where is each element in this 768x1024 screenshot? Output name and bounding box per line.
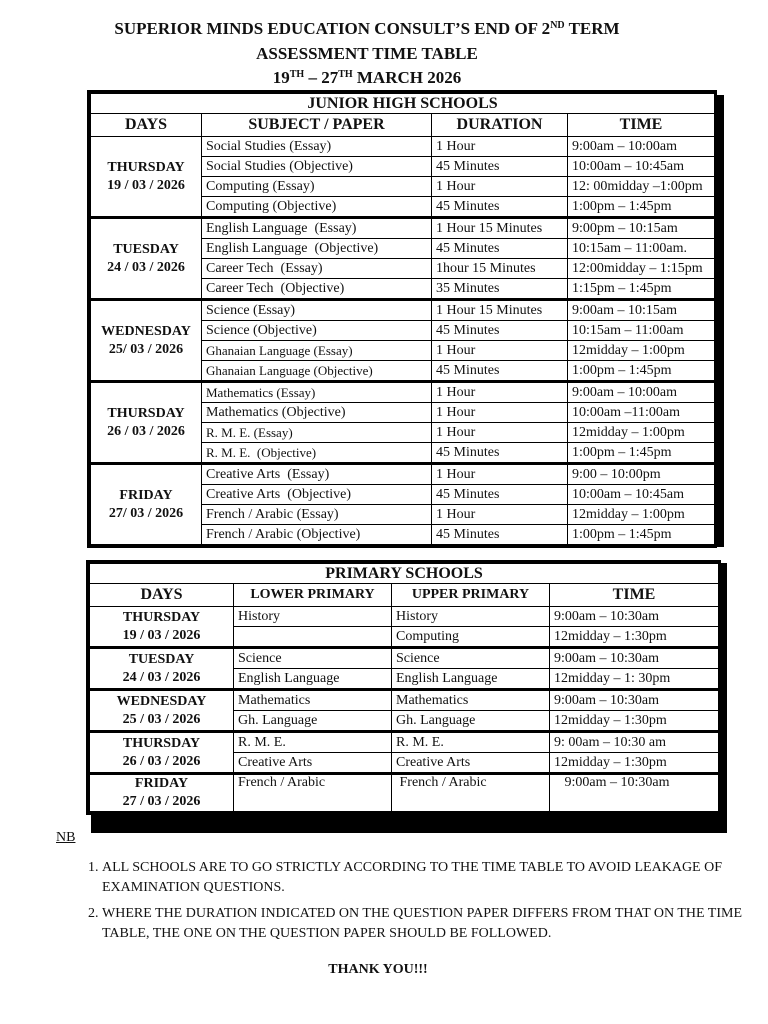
time-cell: 1:00pm – 1:45pm bbox=[568, 197, 715, 218]
time-cell: 12midday – 1:30pm bbox=[550, 627, 719, 648]
table-row bbox=[91, 300, 715, 321]
notes-list bbox=[58, 858, 742, 950]
time-cell: 10:00am –11:00am bbox=[568, 403, 715, 423]
table-row bbox=[90, 690, 719, 711]
time-cell: 9:00am – 10:30am bbox=[550, 774, 719, 812]
duration-cell: 45 Minutes bbox=[432, 485, 568, 505]
column-header: LOWER PRIMARY bbox=[234, 584, 392, 607]
table-row bbox=[90, 648, 719, 669]
column-header: DAYS bbox=[91, 114, 202, 137]
subject-cell: Mathematics (Objective) bbox=[202, 403, 432, 423]
day-cell bbox=[91, 464, 202, 545]
time-cell: 9: 00am – 10:30 am bbox=[550, 732, 719, 753]
upper-primary-cell: French / Arabic bbox=[392, 774, 550, 812]
subject-cell: English Language (Objective) bbox=[202, 239, 432, 259]
upper-primary-cell: History bbox=[392, 607, 550, 627]
day-cell bbox=[91, 300, 202, 382]
column-header: DURATION bbox=[432, 114, 568, 137]
column-header: TIME bbox=[568, 114, 715, 137]
subject-cell: Computing (Essay) bbox=[202, 177, 432, 197]
day-cell bbox=[91, 218, 202, 300]
time-cell: 10:00am – 10:45am bbox=[568, 157, 715, 177]
day-date: 19 / 03 / 2026 bbox=[122, 627, 201, 643]
time-cell: 12midday – 1:30pm bbox=[550, 711, 719, 732]
lower-primary-cell: English Language bbox=[234, 669, 392, 690]
note-item: 2. WHERE THE DURATION INDICATED ON THE QUESTION PAPER DIFFERS FROM THAT ON THE TIME TABLE, THE ONE ON THE QUESTION PAPER SHOULD BE FOLLOWED. bbox=[102, 904, 742, 944]
time-cell: 1:00pm – 1:45pm bbox=[568, 361, 715, 382]
day-date: 25/ 03 / 2026 bbox=[108, 341, 184, 357]
subject-cell: Social Studies (Essay) bbox=[202, 137, 432, 157]
subject-cell: R. M. E. (Objective) bbox=[202, 443, 432, 464]
table-row bbox=[90, 607, 719, 627]
day-name: WEDNESDAY bbox=[116, 693, 207, 709]
day-name: THURSDAY bbox=[122, 609, 201, 625]
table-row bbox=[90, 732, 719, 753]
day-name: WEDNESDAY bbox=[101, 323, 191, 339]
time-cell: 12midday – 1:30pm bbox=[550, 753, 719, 774]
subject-cell: Creative Arts (Essay) bbox=[202, 464, 432, 485]
day-cell bbox=[90, 648, 234, 690]
title-date-range: 19TH – 27TH MARCH 2026 bbox=[272, 68, 462, 87]
lower-primary-cell: French / Arabic bbox=[234, 774, 392, 812]
upper-primary-cell: R. M. E. bbox=[392, 732, 550, 753]
time-cell: 9:00am – 10:00am bbox=[568, 137, 715, 157]
junior-high-timetable bbox=[87, 90, 717, 548]
upper-primary-cell: Mathematics bbox=[392, 690, 550, 711]
primary-timetable bbox=[86, 560, 721, 815]
time-cell: 9:00pm – 10:15am bbox=[568, 218, 715, 239]
subject-cell: Creative Arts (Objective) bbox=[202, 485, 432, 505]
title-line-2: ASSESSMENT TIME TABLE bbox=[256, 44, 478, 63]
day-name: TUESDAY bbox=[128, 651, 195, 667]
day-date: 25 / 03 / 2026 bbox=[122, 711, 201, 727]
lower-primary-cell: Science bbox=[234, 648, 392, 669]
time-cell: 9:00am – 10:30am bbox=[550, 607, 719, 627]
duration-cell: 1 Hour bbox=[432, 403, 568, 423]
time-cell: 10:00am – 10:45am bbox=[568, 485, 715, 505]
primary-section-title: PRIMARY SCHOOLS bbox=[90, 564, 719, 584]
subject-cell: Career Tech (Essay) bbox=[202, 259, 432, 279]
time-cell: 12midday – 1: 30pm bbox=[550, 669, 719, 690]
time-cell: 1:00pm – 1:45pm bbox=[568, 443, 715, 464]
day-name: TUESDAY bbox=[113, 241, 179, 257]
junior-section-title: JUNIOR HIGH SCHOOLS bbox=[91, 94, 715, 114]
upper-primary-cell: Creative Arts bbox=[392, 753, 550, 774]
day-cell bbox=[90, 732, 234, 774]
day-date: 26 / 03 / 2026 bbox=[107, 423, 185, 439]
subject-cell: Mathematics (Essay) bbox=[202, 382, 432, 403]
subject-cell: Science (Essay) bbox=[202, 300, 432, 321]
table-row bbox=[91, 137, 715, 157]
duration-cell: 1hour 15 Minutes bbox=[432, 259, 568, 279]
day-date: 24 / 03 / 2026 bbox=[107, 259, 185, 275]
subject-cell: French / Arabic (Essay) bbox=[202, 505, 432, 525]
day-name: THURSDAY bbox=[107, 405, 185, 421]
upper-primary-cell: Computing bbox=[392, 627, 550, 648]
duration-cell: 45 Minutes bbox=[432, 321, 568, 341]
time-cell: 12midday – 1:00pm bbox=[568, 341, 715, 361]
day-name: THURSDAY bbox=[107, 159, 185, 175]
lower-primary-cell: Creative Arts bbox=[234, 753, 392, 774]
duration-cell: 45 Minutes bbox=[432, 239, 568, 259]
table-row bbox=[91, 218, 715, 239]
upper-primary-cell: Gh. Language bbox=[392, 711, 550, 732]
subject-cell: Career Tech (Objective) bbox=[202, 279, 432, 300]
day-cell bbox=[90, 690, 234, 732]
time-cell: 9:00 – 10:00pm bbox=[568, 464, 715, 485]
column-header: DAYS bbox=[90, 584, 234, 607]
duration-cell: 45 Minutes bbox=[432, 361, 568, 382]
duration-cell: 1 Hour bbox=[432, 137, 568, 157]
subject-cell: Social Studies (Objective) bbox=[202, 157, 432, 177]
duration-cell: 45 Minutes bbox=[432, 443, 568, 464]
day-date: 26 / 03 / 2026 bbox=[122, 753, 201, 769]
day-date: 27/ 03 / 2026 bbox=[108, 505, 184, 521]
upper-primary-cell: English Language bbox=[392, 669, 550, 690]
day-cell bbox=[91, 137, 202, 218]
column-header: TIME bbox=[550, 584, 719, 607]
duration-cell: 35 Minutes bbox=[432, 279, 568, 300]
subject-cell: R. M. E. (Essay) bbox=[202, 423, 432, 443]
time-cell: 9:00am – 10:00am bbox=[568, 382, 715, 403]
subject-cell: French / Arabic (Objective) bbox=[202, 525, 432, 545]
day-date: 24 / 03 / 2026 bbox=[122, 669, 201, 685]
duration-cell: 1 Hour 15 Minutes bbox=[432, 300, 568, 321]
duration-cell: 1 Hour bbox=[432, 177, 568, 197]
day-cell bbox=[90, 774, 234, 812]
time-cell: 10:15am – 11:00am bbox=[568, 321, 715, 341]
lower-primary-cell: Gh. Language bbox=[234, 711, 392, 732]
day-name: FRIDAY bbox=[119, 487, 173, 503]
time-cell: 10:15am – 11:00am. bbox=[568, 239, 715, 259]
duration-cell: 45 Minutes bbox=[432, 157, 568, 177]
duration-cell: 1 Hour bbox=[432, 341, 568, 361]
closing-text: THANK YOU!!! bbox=[328, 962, 428, 977]
time-cell: 9:00am – 10:30am bbox=[550, 648, 719, 669]
table-row bbox=[91, 464, 715, 485]
title-line-1: SUPERIOR MINDS EDUCATION CONSULT’S END OF 2ND TERM bbox=[114, 19, 620, 38]
day-date: 27 / 03 / 2026 bbox=[122, 794, 201, 809]
day-name: THURSDAY bbox=[122, 735, 201, 751]
time-cell: 1:15pm – 1:45pm bbox=[568, 279, 715, 300]
duration-cell: 1 Hour bbox=[432, 464, 568, 485]
day-date: 19 / 03 / 2026 bbox=[107, 177, 185, 193]
column-header: SUBJECT / PAPER bbox=[202, 114, 432, 137]
subject-cell: Computing (Objective) bbox=[202, 197, 432, 218]
time-cell: 12:00midday – 1:15pm bbox=[568, 259, 715, 279]
duration-cell: 1 Hour bbox=[432, 505, 568, 525]
duration-cell: 1 Hour bbox=[432, 382, 568, 403]
table-row bbox=[90, 774, 719, 812]
subject-cell: Ghanaian Language (Objective) bbox=[202, 361, 432, 382]
note-item: 1. ALL SCHOOLS ARE TO GO STRICTLY ACCORDING TO THE TIME TABLE TO AVOID LEAKAGE OF EXAMINATION QUESTIONS. bbox=[102, 858, 742, 898]
duration-cell: 1 Hour 15 Minutes bbox=[432, 218, 568, 239]
day-cell bbox=[90, 607, 234, 648]
lower-primary-cell: Mathematics bbox=[234, 690, 392, 711]
duration-cell: 1 Hour bbox=[432, 423, 568, 443]
subject-cell: Science (Objective) bbox=[202, 321, 432, 341]
time-cell: 9:00am – 10:15am bbox=[568, 300, 715, 321]
time-cell: 12: 00midday –1:00pm bbox=[568, 177, 715, 197]
day-cell bbox=[91, 382, 202, 464]
table-row bbox=[91, 382, 715, 403]
lower-primary-cell bbox=[234, 627, 392, 648]
lower-primary-cell: R. M. E. bbox=[234, 732, 392, 753]
column-header: UPPER PRIMARY bbox=[392, 584, 550, 607]
subject-cell: English Language (Essay) bbox=[202, 218, 432, 239]
time-cell: 1:00pm – 1:45pm bbox=[568, 525, 715, 545]
time-cell: 9:00am – 10:30am bbox=[550, 690, 719, 711]
lower-primary-cell: History bbox=[234, 607, 392, 627]
day-name: FRIDAY bbox=[134, 776, 189, 791]
duration-cell: 45 Minutes bbox=[432, 197, 568, 218]
subject-cell: Ghanaian Language (Essay) bbox=[202, 341, 432, 361]
time-cell: 12midday – 1:00pm bbox=[568, 423, 715, 443]
time-cell: 12midday – 1:00pm bbox=[568, 505, 715, 525]
notes-label: NB bbox=[56, 830, 76, 845]
duration-cell: 45 Minutes bbox=[432, 525, 568, 545]
upper-primary-cell: Science bbox=[392, 648, 550, 669]
